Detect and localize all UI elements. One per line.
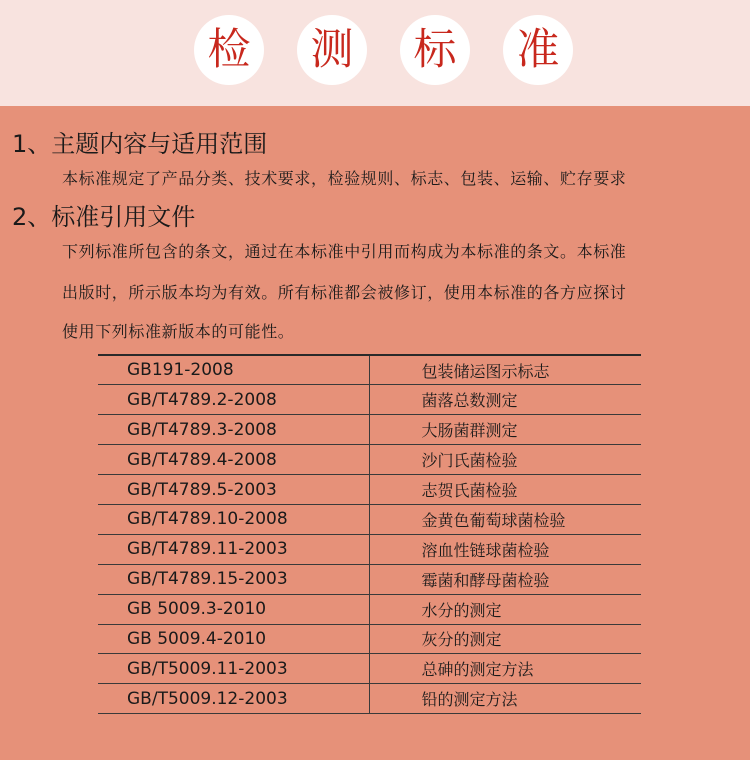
standard-name: 铅的测定方法 <box>369 684 641 714</box>
standard-name: 沙门氏菌检验 <box>369 445 641 475</box>
section-1-heading: 1、主题内容与适用范围 <box>12 130 268 158</box>
section-2-paragraph-line: 下列标准所包含的条文，通过在本标准中引用而构成为本标准的条文。本标准 <box>62 242 627 261</box>
standard-code: GB 5009.4-2010 <box>98 624 369 654</box>
standard-code: GB/T4789.4-2008 <box>98 445 369 475</box>
header-band <box>0 0 750 106</box>
standard-name: 总砷的测定方法 <box>369 654 641 684</box>
page-title <box>194 15 573 85</box>
title-char: 测 <box>310 24 354 75</box>
table-row <box>98 564 641 594</box>
section-2-heading: 2、标准引用文件 <box>12 203 196 231</box>
standard-code: GB/T4789.11-2003 <box>98 534 369 564</box>
standard-name: 水分的测定 <box>369 594 641 624</box>
standard-name: 溶血性链球菌检验 <box>369 534 641 564</box>
table-row <box>98 684 641 714</box>
standard-name: 霉菌和酵母菌检验 <box>369 564 641 594</box>
section-2-paragraph-line: 使用下列标准新版本的可能性。 <box>62 322 295 341</box>
section-1-paragraph-line: 本标准规定了产品分类、技术要求，检验规则、标志、包装、运输、贮存要求 <box>62 169 627 188</box>
title-char: 标 <box>413 24 457 75</box>
table-row <box>98 475 641 505</box>
table-row <box>98 415 641 445</box>
standard-code: GB191-2008 <box>98 355 369 385</box>
standard-code: GB/T4789.15-2003 <box>98 564 369 594</box>
title-char-circle <box>297 15 367 85</box>
standard-name: 志贺氏菌检验 <box>369 475 641 505</box>
table-row <box>98 654 641 684</box>
table-row <box>98 534 641 564</box>
standard-code: GB/T4789.5-2003 <box>98 475 369 505</box>
standard-name: 大肠菌群测定 <box>369 415 641 445</box>
table-row <box>98 504 641 534</box>
standard-code: GB/T4789.3-2008 <box>98 415 369 445</box>
table-row <box>98 385 641 415</box>
title-char: 准 <box>516 24 560 75</box>
title-char-circle <box>503 15 573 85</box>
standard-code: GB/T4789.10-2008 <box>98 504 369 534</box>
title-char-circle <box>400 15 470 85</box>
table-row <box>98 355 641 385</box>
standard-code: GB/T5009.12-2003 <box>98 684 369 714</box>
title-char-circle <box>194 15 264 85</box>
standard-code: GB/T4789.2-2008 <box>98 385 369 415</box>
standard-code: GB 5009.3-2010 <box>98 594 369 624</box>
standard-name: 菌落总数测定 <box>369 385 641 415</box>
standard-code: GB/T5009.11-2003 <box>98 654 369 684</box>
standard-name: 灰分的测定 <box>369 624 641 654</box>
standard-name: 包装储运图示标志 <box>369 355 641 385</box>
table-row <box>98 445 641 475</box>
table-row <box>98 594 641 624</box>
standards-table <box>98 354 641 714</box>
table-row <box>98 624 641 654</box>
section-2-paragraph-line: 出版时，所示版本均为有效。所有标准都会被修订，使用本标准的各方应探讨 <box>62 283 627 302</box>
title-char: 检 <box>207 24 251 75</box>
standard-name: 金黄色葡萄球菌检验 <box>369 504 641 534</box>
